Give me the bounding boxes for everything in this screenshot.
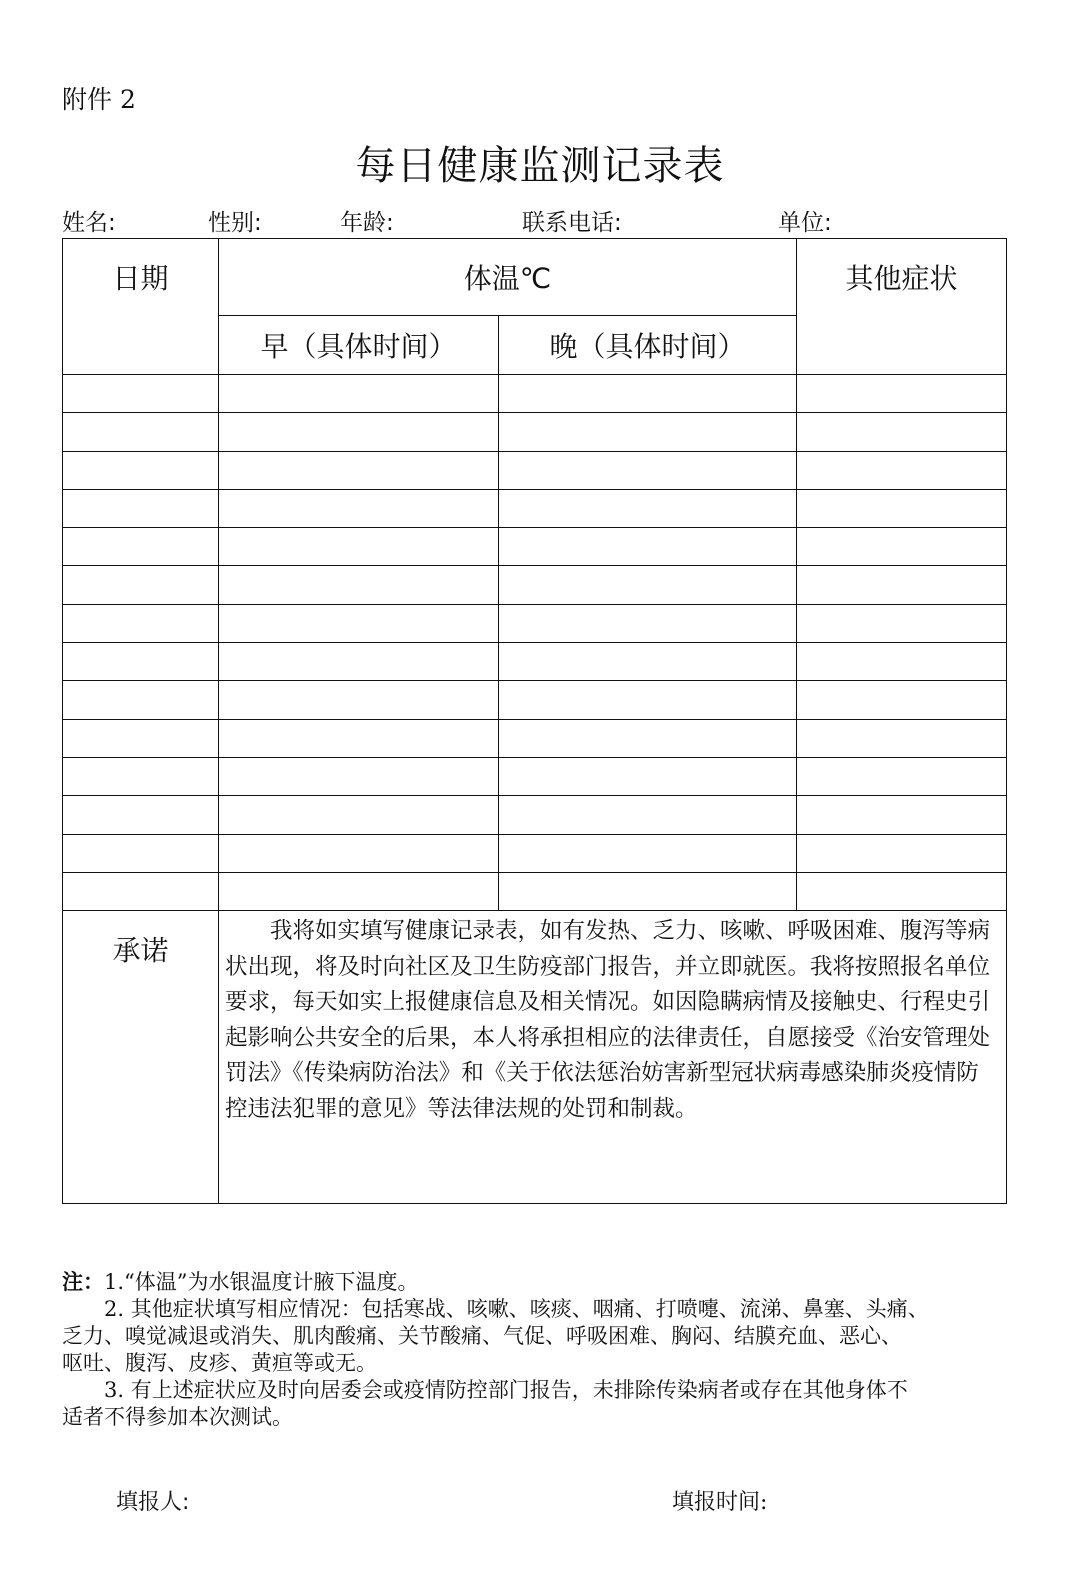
other-symptoms-cell[interactable] [797,643,1007,681]
note-line-5: 3. 有上述症状应及时向居委会或疫情防控部门报告，未排除传染病者或存在其他身体不 [104,1378,908,1402]
table-row [63,413,1007,451]
table-row [63,719,1007,757]
morning-cell[interactable] [219,872,499,910]
date-cell[interactable] [63,489,219,527]
phone-label: 联系电话: [522,210,622,236]
note-prefix: 注： [62,1270,104,1294]
other-symptoms-header: 其他症状 [797,239,1007,375]
other-symptoms-cell[interactable] [797,796,1007,834]
morning-cell[interactable] [219,643,499,681]
morning-cell[interactable] [219,719,499,757]
evening-cell[interactable] [499,796,797,834]
other-symptoms-cell[interactable] [797,451,1007,489]
other-symptoms-cell[interactable] [797,681,1007,719]
date-cell[interactable] [63,757,219,795]
date-cell[interactable] [63,375,219,413]
evening-cell[interactable] [499,451,797,489]
evening-cell[interactable] [499,643,797,681]
table-row [63,528,1007,566]
other-symptoms-cell[interactable] [797,566,1007,604]
date-cell[interactable] [63,566,219,604]
attachment-label: 附件 2 [62,85,136,114]
note-line-6: 适者不得参加本次测试。 [62,1405,293,1429]
date-cell[interactable] [63,643,219,681]
morning-cell[interactable] [219,604,499,642]
morning-cell[interactable] [219,834,499,872]
table-row [63,375,1007,413]
other-symptoms-cell[interactable] [797,528,1007,566]
note-line-4: 呕吐、腹泻、皮疹、黄疸等或无。 [62,1351,377,1375]
pledge-label: 承诺 [63,911,219,1204]
evening-cell[interactable] [499,604,797,642]
note-line-3: 乏力、嗅觉减退或消失、肌肉酸痛、关节酸痛、气促、呼吸困难、胸闷、结膜充血、恶心、 [62,1324,902,1348]
fill-time-label: 填报时间: [672,1490,768,1515]
evening-cell[interactable] [499,566,797,604]
date-cell[interactable] [63,872,219,910]
date-cell[interactable] [63,604,219,642]
table-row [63,451,1007,489]
other-symptoms-cell[interactable] [797,604,1007,642]
morning-header: 早（具体时间） [219,316,499,375]
evening-cell[interactable] [499,375,797,413]
morning-cell[interactable] [219,681,499,719]
table-row [63,834,1007,872]
unit-label: 单位: [778,210,832,236]
other-symptoms-cell[interactable] [797,834,1007,872]
morning-cell[interactable] [219,528,499,566]
gender-label: 性别: [208,210,262,236]
morning-cell[interactable] [219,375,499,413]
other-symptoms-cell[interactable] [797,413,1007,451]
table-row [63,643,1007,681]
date-cell[interactable] [63,796,219,834]
table-row [63,757,1007,795]
name-label: 姓名: [62,210,116,236]
table-row [63,681,1007,719]
evening-cell[interactable] [499,681,797,719]
table-row [63,489,1007,527]
table-row [63,872,1007,910]
note-line-1 [62,1269,419,1296]
pledge-text: 我将如实填写健康记录表，如有发热、乏力、咳嗽、呼吸困难、腹泻等病状出现，将及时向社区及卫生防疫部门报告，并立即就医。我将按照报名单位要求，每天如实上报健康信息及相关情况。如因隐瞒病情及接触史、行程史引起影响公共安全的后果，本人将承担相应的法律责任，自愿接受《治安管理处罚法》《传染病防治法》和《关于依法惩治妨害新型冠状病毒感染肺炎疫情防控违法犯罪的意见》等法律法规的处罚和制裁。 [219,911,1007,1204]
morning-cell[interactable] [219,413,499,451]
evening-cell[interactable] [499,757,797,795]
morning-cell[interactable] [219,451,499,489]
other-symptoms-cell[interactable] [797,719,1007,757]
morning-cell[interactable] [219,489,499,527]
morning-cell[interactable] [219,757,499,795]
table-row [63,566,1007,604]
temperature-header: 体温℃ [219,239,797,316]
date-cell[interactable] [63,528,219,566]
evening-header: 晚（具体时间） [499,316,797,375]
evening-cell[interactable] [499,413,797,451]
table-row [63,604,1007,642]
date-cell[interactable] [63,413,219,451]
morning-cell[interactable] [219,796,499,834]
other-symptoms-cell[interactable] [797,757,1007,795]
evening-cell[interactable] [499,528,797,566]
evening-cell[interactable] [499,872,797,910]
date-cell[interactable] [63,451,219,489]
morning-cell[interactable] [219,566,499,604]
age-label: 年龄: [340,210,394,236]
date-cell[interactable] [63,834,219,872]
evening-cell[interactable] [499,719,797,757]
date-cell[interactable] [63,681,219,719]
other-symptoms-cell[interactable] [797,375,1007,413]
other-symptoms-cell[interactable] [797,872,1007,910]
note-line-1-text: 1.“体温”为水银温度计腋下温度。 [104,1270,419,1294]
date-cell[interactable] [63,719,219,757]
health-record-table [62,238,1007,1204]
evening-cell[interactable] [499,834,797,872]
filler-label: 填报人: [116,1490,190,1515]
other-symptoms-cell[interactable] [797,489,1007,527]
page-title: 每日健康监测记录表 [355,143,725,189]
date-header: 日期 [63,239,219,375]
note-line-2: 2. 其他症状填写相应情况：包括寒战、咳嗽、咳痰、咽痛、打喷嚏、流涕、鼻塞、头痛、 [104,1297,929,1321]
evening-cell[interactable] [499,489,797,527]
table-row [63,796,1007,834]
